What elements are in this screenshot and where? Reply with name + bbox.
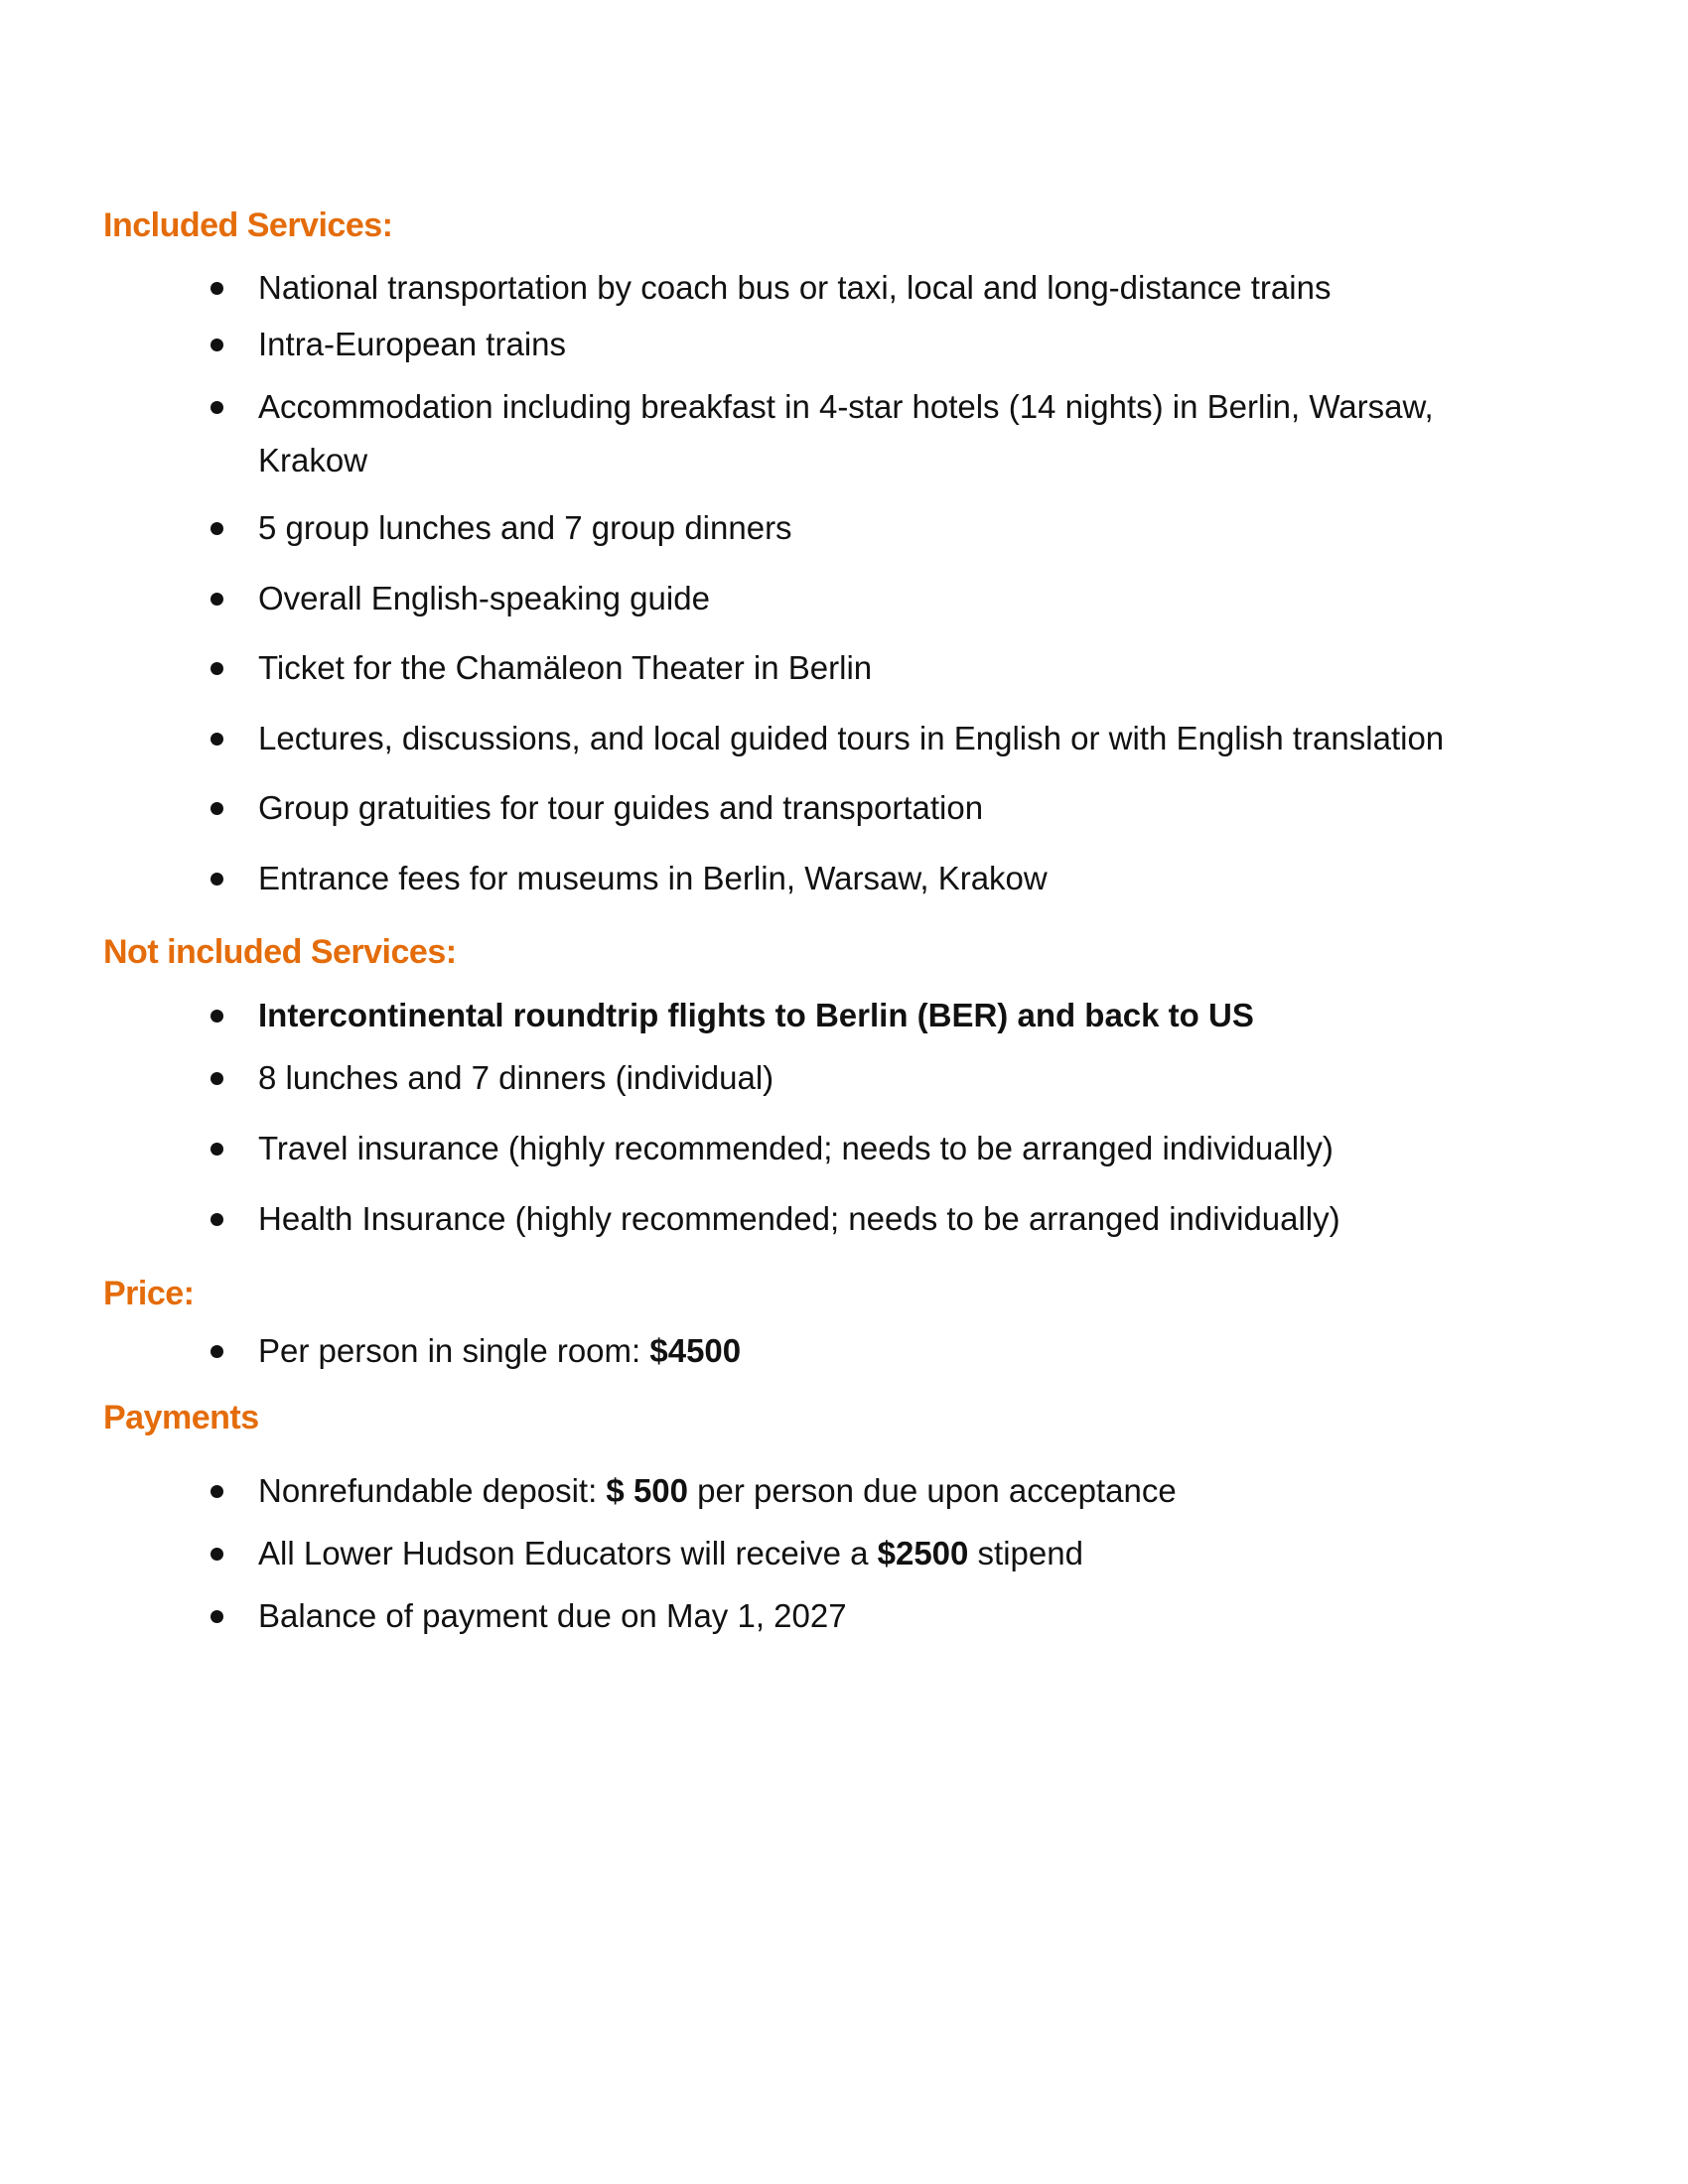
bullet-icon: [211, 1143, 223, 1156]
list-item: Health Insurance (highly recommended; needs to be arranged individually): [258, 1192, 1529, 1246]
list-item: 5 group lunches and 7 group dinners: [258, 501, 1529, 555]
bullet-icon: [211, 802, 223, 815]
list-item: Intercontinental roundtrip flights to Berlin (BER) and back to US: [258, 989, 1529, 1042]
list-item: Intra-European trains: [258, 318, 1529, 371]
list-item: [258, 1464, 1529, 1518]
bullet-icon: [211, 522, 223, 535]
list-item: [258, 1324, 1529, 1378]
list-item: Entrance fees for museums in Berlin, Warsaw, Krakow: [258, 852, 1529, 905]
stipend-suffix: stipend: [968, 1535, 1083, 1571]
deposit-suffix: per person due upon acceptance: [688, 1472, 1177, 1509]
bullet-icon: [211, 593, 223, 606]
list-item: 8 lunches and 7 dinners (individual): [258, 1051, 1529, 1105]
stipend-prefix: All Lower Hudson Educators will receive a: [258, 1535, 878, 1571]
payments-heading: Payments: [103, 1399, 259, 1436]
bullet-icon: [211, 873, 223, 886]
list-item: Group gratuities for tour guides and transportation: [258, 781, 1529, 835]
bullet-icon: [211, 1072, 223, 1085]
stipend-amount: $2500: [877, 1535, 969, 1571]
bullet-icon: [211, 1485, 223, 1498]
bullet-icon: [211, 1610, 223, 1623]
list-item: Ticket for the Chamäleon Theater in Berlin: [258, 641, 1529, 695]
single-room-label: Per person in single room:: [258, 1332, 650, 1369]
bullet-icon: [211, 401, 223, 414]
list-item: Accommodation including breakfast in 4-star hotels (14 nights) in Berlin, Warsaw, Krakow: [258, 380, 1450, 487]
list-item: Overall English-speaking guide: [258, 572, 1529, 625]
not-included-services-heading: Not included Services:: [103, 933, 457, 971]
bullet-icon: [211, 662, 223, 675]
deposit-label: Nonrefundable deposit:: [258, 1472, 607, 1509]
bullet-icon: [211, 733, 223, 746]
list-item: Lectures, discussions, and local guided tours in English or with English translation: [258, 712, 1529, 765]
bullet-icon: [211, 1345, 223, 1358]
bullet-icon: [211, 1010, 223, 1023]
bullet-icon: [211, 282, 223, 295]
bullet-icon: [211, 1213, 223, 1226]
list-item: [258, 1589, 1529, 1643]
bullet-icon: [211, 339, 223, 351]
list-item: National transportation by coach bus or taxi, local and long-distance trains: [258, 261, 1529, 315]
list-item: Travel insurance (highly recommended; needs to be arranged individually): [258, 1122, 1529, 1175]
deposit-amount: $ 500: [606, 1472, 689, 1509]
list-item: [258, 1527, 1529, 1580]
price-heading: Price:: [103, 1275, 195, 1312]
balance-text: Balance of payment due on May 1, 2027: [258, 1597, 847, 1634]
bullet-icon: [211, 1548, 223, 1561]
included-services-heading: Included Services:: [103, 206, 393, 244]
single-room-amount: $4500: [649, 1332, 742, 1369]
